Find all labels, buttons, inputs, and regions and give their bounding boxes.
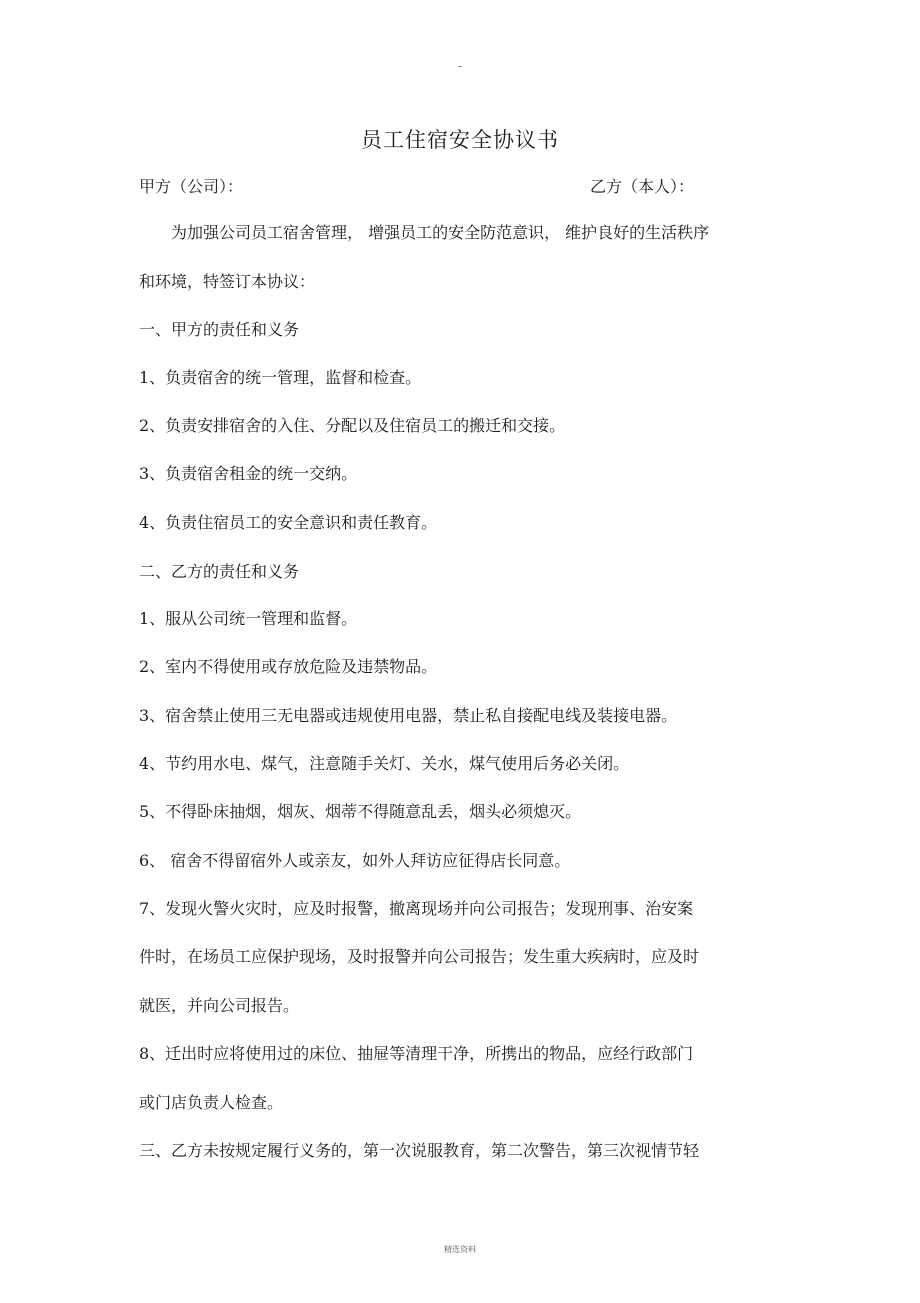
clause-item: 3、负责宿舍租金的统一交纳。 (139, 464, 358, 483)
clause-item: 3、宿舍禁止使用三无电器或违规使用电器，禁止私自接配电线及装接电器。 (139, 706, 678, 725)
clause-item: 4、节约用水电、煤气，注意随手关灯、关水，煤气使用后务必关闭。 (139, 754, 630, 773)
party-b-label: 乙方（本人）： (590, 177, 695, 196)
clause-item: 6、 宿舍不得留宿外人或亲友，如外人拜访应征得店长同意。 (139, 851, 571, 870)
clause-item: 1、负责宿舍的统一管理，监督和检查。 (139, 368, 422, 387)
header-mark: – (457, 62, 463, 72)
footer-mark: 精选资料 (444, 1245, 476, 1254)
clause-item: 7、发现火警火灾时，应及时报警，撤离现场并向公司报告；发现刑事、治安案 (139, 899, 694, 918)
clause-item: 4、负责住宿员工的安全意识和责任教育。 (139, 513, 438, 532)
section-heading: 三、乙方未按规定履行义务的，第一次说服教育，第二次警告，第三次视情节轻 (139, 1141, 700, 1160)
section-heading: 二、乙方的责任和义务 (139, 562, 300, 581)
section-heading: 一、甲方的责任和义务 (139, 320, 300, 339)
clause-item: 2、负责安排宿舍的入住、分配以及住宿员工的搬迁和交接。 (139, 416, 566, 435)
clause-item: 2、室内不得使用或存放危险及违禁物品。 (139, 657, 438, 676)
clause-item: 5、不得卧床抽烟，烟灰、烟蒂不得随意乱丢，烟头必须熄灭。 (139, 802, 582, 821)
clause-continuation: 就医，并向公司报告。 (139, 996, 300, 1015)
party-a-label: 甲方（公司）： (139, 177, 244, 196)
clause-continuation: 件时，在场员工应保护现场，及时报警并向公司报告；发生重大疾病时，应及时 (139, 947, 700, 966)
body-line: 和环境，特签订本协议： (139, 272, 316, 291)
clause-item: 8、迁出时应将使用过的床位、抽屉等清理干净，所携出的物品，应经行政部门 (139, 1044, 694, 1063)
clause-continuation: 或门店负责人检查。 (139, 1093, 284, 1112)
document-title: 员工住宿安全协议书 (361, 128, 559, 152)
body-line: 为加强公司员工宿舍管理， 增强员工的安全防范意识， 维护良好的生活秩序 (139, 223, 710, 242)
clause-item: 1、服从公司统一管理和监督。 (139, 609, 358, 628)
